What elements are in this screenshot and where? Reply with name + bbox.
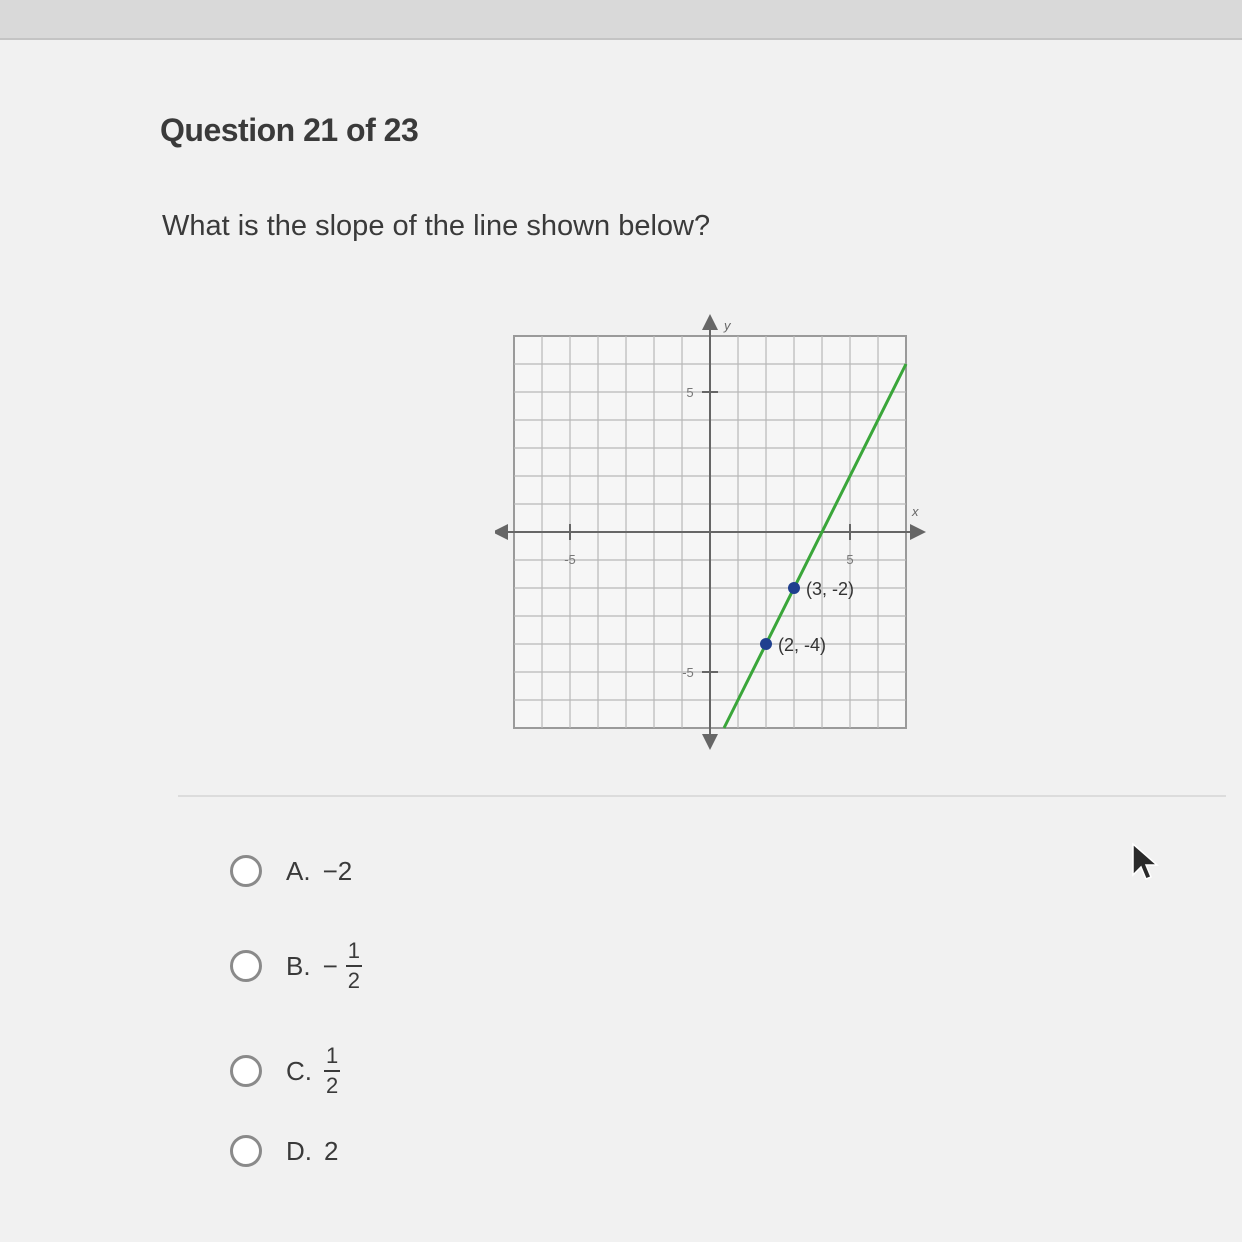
x-axis-label: x — [912, 504, 919, 519]
choice-d-radio[interactable] — [230, 1135, 262, 1167]
question-prompt: What is the slope of the line shown below? — [162, 210, 711, 242]
question-number: Question 21 of 23 — [160, 112, 419, 148]
choice-c-numerator: 1 — [326, 1043, 339, 1068]
mouse-cursor-icon — [1130, 842, 1160, 882]
choice-d[interactable] — [230, 1135, 338, 1167]
y-axis-down-arrow-icon — [702, 734, 718, 750]
y-axis-up-arrow-icon — [702, 314, 718, 330]
choice-b-sign: − — [322, 950, 338, 981]
point-label: (2, -4) — [778, 635, 827, 655]
coordinate-graph — [495, 310, 935, 750]
tick-label-x-pos: 5 — [846, 552, 854, 567]
question-divider — [178, 795, 1226, 797]
point-marker — [788, 582, 800, 594]
choice-c-radio[interactable] — [230, 1055, 262, 1087]
choice-a-value: −2 — [322, 855, 353, 886]
point-marker — [760, 638, 772, 650]
tick-label-y-neg: -5 — [682, 665, 694, 680]
choice-b-fraction — [346, 940, 362, 992]
choice-c-value — [324, 1045, 340, 1097]
choice-b-denominator: 2 — [346, 965, 362, 992]
choice-d-value: 2 — [324, 1135, 339, 1166]
x-axis-left-arrow-icon — [495, 524, 508, 540]
choice-d-letter: D. — [286, 1135, 312, 1166]
choice-c-letter: C. — [286, 1055, 312, 1086]
choice-b[interactable] — [230, 940, 362, 992]
choice-b-numerator: 1 — [347, 938, 361, 963]
x-axis-right-arrow-icon — [910, 524, 926, 540]
choice-b-radio[interactable] — [230, 950, 262, 982]
choice-c-denominator: 2 — [324, 1070, 340, 1097]
tick-label-y-pos: 5 — [686, 385, 694, 400]
choice-c-fraction — [324, 1045, 340, 1097]
choice-c[interactable] — [230, 1045, 340, 1097]
y-axis-label: y — [724, 318, 731, 333]
choice-a-radio[interactable] — [230, 855, 262, 887]
choice-b-letter: B. — [286, 950, 311, 981]
choice-b-value — [323, 940, 362, 992]
point-label: (3, -2) — [806, 579, 855, 599]
choice-a-letter: A. — [286, 855, 311, 886]
choice-a[interactable] — [230, 855, 352, 887]
tick-label-x-neg: -5 — [564, 552, 576, 567]
browser-top-bar — [0, 0, 1242, 40]
